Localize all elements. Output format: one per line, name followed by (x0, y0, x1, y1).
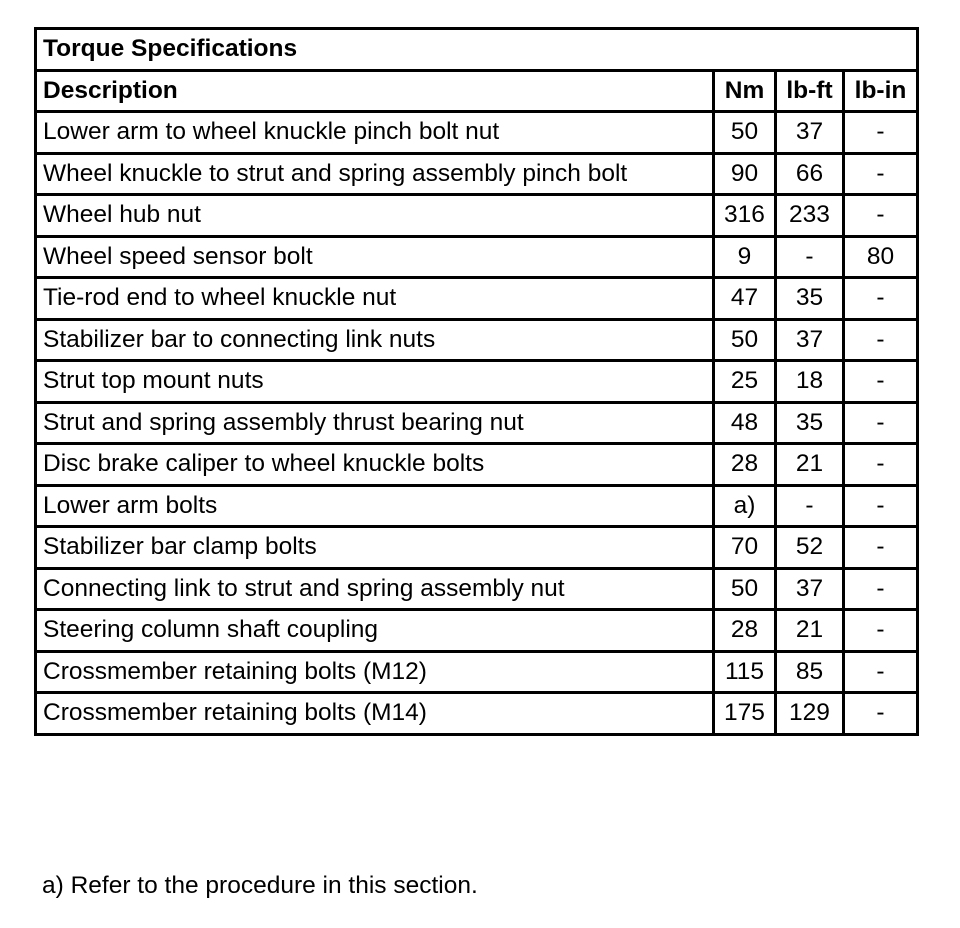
cell-lb-ft: 37 (776, 568, 844, 610)
table-title: Torque Specifications (36, 29, 918, 71)
cell-lb-ft: 21 (776, 610, 844, 652)
cell-description: Lower arm bolts (36, 485, 714, 527)
table-row (36, 402, 918, 444)
table-row (36, 236, 918, 278)
cell-description: Tie-rod end to wheel knuckle nut (36, 278, 714, 320)
cell-lb-in: - (844, 112, 918, 154)
cell-description: Stabilizer bar to connecting link nuts (36, 319, 714, 361)
cell-nm: 316 (714, 195, 776, 237)
table-row (36, 319, 918, 361)
cell-lb-ft: 52 (776, 527, 844, 569)
cell-lb-ft: 35 (776, 278, 844, 320)
cell-description: Strut and spring assembly thrust bearing nut (36, 402, 714, 444)
cell-lb-ft: 233 (776, 195, 844, 237)
cell-lb-ft: 66 (776, 153, 844, 195)
cell-description: Wheel hub nut (36, 195, 714, 237)
cell-nm: 50 (714, 319, 776, 361)
cell-lb-in: - (844, 402, 918, 444)
cell-description: Wheel knuckle to strut and spring assembly pinch bolt (36, 153, 714, 195)
cell-nm: 175 (714, 693, 776, 735)
footnote: a) Refer to the procedure in this section. (42, 872, 478, 899)
cell-lb-ft: 85 (776, 651, 844, 693)
table-row (36, 693, 918, 735)
table-row (36, 444, 918, 486)
table-row (36, 568, 918, 610)
cell-lb-in: - (844, 361, 918, 403)
cell-lb-in: - (844, 153, 918, 195)
cell-lb-ft: 21 (776, 444, 844, 486)
cell-lb-ft: 35 (776, 402, 844, 444)
cell-nm: 47 (714, 278, 776, 320)
torque-specifications-table (34, 27, 919, 736)
cell-lb-in: - (844, 195, 918, 237)
cell-lb-in: - (844, 278, 918, 320)
cell-nm: 50 (714, 112, 776, 154)
cell-lb-in: 80 (844, 236, 918, 278)
header-description: Description (36, 70, 714, 112)
table-row (36, 112, 918, 154)
cell-nm: 28 (714, 610, 776, 652)
table-row (36, 485, 918, 527)
cell-lb-in: - (844, 485, 918, 527)
cell-description: Stabilizer bar clamp bolts (36, 527, 714, 569)
table-header-row (36, 70, 918, 112)
table-title-row (36, 29, 918, 71)
cell-lb-ft: - (776, 485, 844, 527)
cell-description: Strut top mount nuts (36, 361, 714, 403)
cell-nm: 9 (714, 236, 776, 278)
cell-lb-in: - (844, 610, 918, 652)
table-body (36, 112, 918, 735)
header-nm: Nm (714, 70, 776, 112)
cell-nm: 25 (714, 361, 776, 403)
cell-description: Steering column shaft coupling (36, 610, 714, 652)
cell-lb-ft: 18 (776, 361, 844, 403)
header-lb-in: lb-in (844, 70, 918, 112)
table-row (36, 527, 918, 569)
table-row (36, 651, 918, 693)
cell-lb-in: - (844, 651, 918, 693)
cell-nm: a) (714, 485, 776, 527)
cell-description: Wheel speed sensor bolt (36, 236, 714, 278)
table-row (36, 610, 918, 652)
cell-lb-ft: 37 (776, 112, 844, 154)
cell-lb-in: - (844, 319, 918, 361)
cell-lb-ft: 37 (776, 319, 844, 361)
cell-nm: 70 (714, 527, 776, 569)
table-row (36, 361, 918, 403)
cell-description: Disc brake caliper to wheel knuckle bolts (36, 444, 714, 486)
cell-nm: 50 (714, 568, 776, 610)
cell-description: Connecting link to strut and spring assembly nut (36, 568, 714, 610)
cell-nm: 90 (714, 153, 776, 195)
cell-lb-in: - (844, 527, 918, 569)
cell-lb-in: - (844, 693, 918, 735)
cell-description: Lower arm to wheel knuckle pinch bolt nut (36, 112, 714, 154)
table-row (36, 278, 918, 320)
cell-lb-in: - (844, 444, 918, 486)
cell-lb-in: - (844, 568, 918, 610)
cell-lb-ft: 129 (776, 693, 844, 735)
header-lb-ft: lb-ft (776, 70, 844, 112)
cell-nm: 115 (714, 651, 776, 693)
cell-lb-ft: - (776, 236, 844, 278)
table-row (36, 195, 918, 237)
cell-description: Crossmember retaining bolts (M14) (36, 693, 714, 735)
cell-nm: 28 (714, 444, 776, 486)
cell-nm: 48 (714, 402, 776, 444)
cell-description: Crossmember retaining bolts (M12) (36, 651, 714, 693)
table-row (36, 153, 918, 195)
